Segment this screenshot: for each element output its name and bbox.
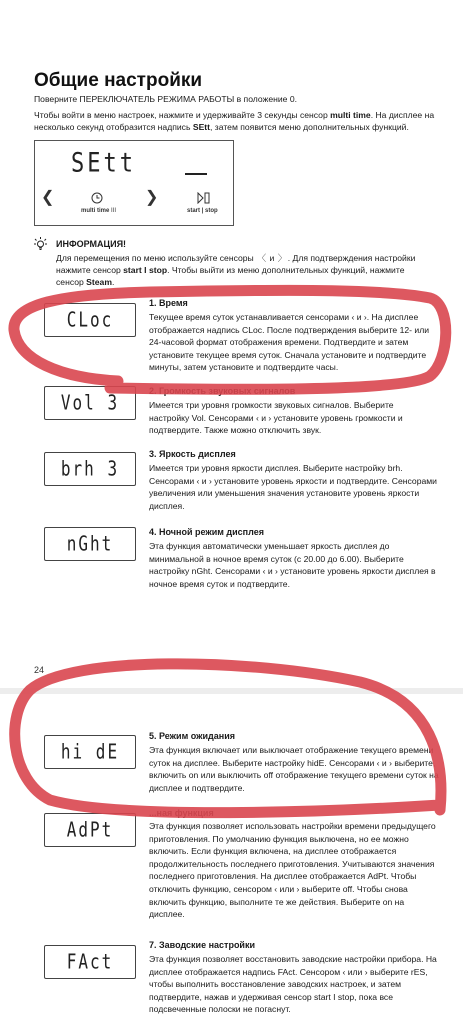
panel-display-dash: [185, 173, 207, 175]
display-hide: hi dE: [44, 735, 136, 769]
page-title: Общие настройки: [34, 70, 203, 91]
section-4-body: Эта функция автоматически уменьшает яркость дисплея до минимальной в ночное время суток (с 20.00 до 6.00). Выберите настройку nGht. Сенсорами ‹ и › установите уровень яркости дисплея в ночное время суток и подтвердите.: [149, 541, 436, 589]
section-5-body: Эта функция включает или выключает отображение текущего времени суток на дисплее. Выберите настройку hidE. Сенсорами ‹ и › выберите, включить on или выключить off отображение текущего времени суток на дисплее и подтвердите.: [149, 745, 439, 793]
section-7-title: 7. Заводские настройки: [149, 940, 256, 950]
chevron-left-icon[interactable]: ❮: [41, 189, 55, 206]
section-2-body: Имеется три уровня громкости звуковых сигналов. Выберите настройку Vol. Сенсорами ‹ и › установите уровень громкости и подтвердите. Также можно отключить звук.: [149, 400, 403, 436]
info-heading: ИНФОРМАЦИЯ!: [56, 239, 127, 249]
display-fact: FAct: [44, 945, 136, 979]
intro-paragraph: Чтобы войти в меню настроек, нажмите и удерживайте 3 секунды сенсор multi time. На дисплее на несколько секунд отобразится надпись SEtt, затем появится меню дополнительных функций.: [34, 110, 435, 132]
section-7-body: Эта функция позволяет восстановить заводские настройки прибора. На дисплее отображается надпись FAct. Сенсором ‹ или › выберите rES, чтобы выполнить восстановление заводских настроек, и затем подтвердите, нажав и удерживая сенсор start I stop, пока все подсвеченные полоски не погаснут.: [149, 954, 437, 1015]
display-brh: brh 3: [44, 452, 136, 486]
section-3-body: Имеется три уровня яркости дисплея. Выберите настройку brh. Сенсорами ‹ и › установите уровень яркости и подтвердите. Сенсорами увеличения или уменьшения значения установите уровень яркости дисплея.: [149, 463, 437, 511]
section-1-body: Текущее время суток устанавливается сенсорами ‹ и ›. На дисплее отображается надпись CLoc. После подтверждения выберите 12- или 24-часовой формат отображения времени. Подтвердите и затем установите текущее время суток. Сначала установите и подтвердите минуты, затем установите и подтвердите часы.: [149, 312, 430, 373]
section-4-title: 4. Ночной режим дисплея: [149, 527, 264, 537]
display-vol: Vol 3: [44, 386, 136, 420]
startstop-label: start | stop: [187, 208, 218, 214]
section-6-body: Эта функция позволяет использовать настройки времени предыдущего приготовления. По умолчанию функция выключена, но ее можно включить. Если функция включена, на дисплее отображается продолжительность последнего приготовления. Учитываются значения последнего приготовления. На дисплее отображается AdPt. Чтобы отключить функцию, сенсором ‹ или › выберите off. Чтобы снова включить функцию, выполните те же действия. Выберите on на дисплее.: [149, 821, 436, 920]
section-2-title: 2. Громкость звуковых сигналов: [149, 386, 296, 396]
info-bulb-icon: [33, 236, 48, 254]
display-cloc: CLoc: [44, 303, 136, 337]
panel-display: SEtt: [71, 148, 136, 179]
display-nght: nGht: [44, 527, 136, 561]
page-divider: [0, 688, 463, 694]
section-5-title: 5. Режим ожидания: [149, 731, 235, 741]
info-text: Для перемещения по меню используйте сенсоры 〈 и 〉. Для подтверждения настройки нажмите сенсор start I stop. Чтобы выйти из меню дополнительных функций, нажмите сенсор Steam.: [56, 253, 416, 287]
section-3-title: 3. Яркость дисплея: [149, 449, 236, 459]
section-1-title: 1. Время: [149, 298, 188, 308]
intro-line: Поверните ПЕРЕКЛЮЧАТЕЛЬ РЕЖИМА РАБОТЫ в положение 0.: [34, 94, 298, 104]
page-number: 24: [34, 665, 45, 675]
multitime-label: multi time III: [81, 208, 117, 214]
control-panel-illustration: [34, 140, 234, 226]
play-stop-icon[interactable]: [197, 191, 211, 209]
chevron-right-icon[interactable]: ❯: [145, 189, 159, 206]
section-6-title: ...ная функция: [149, 808, 214, 818]
display-adpt: AdPt: [44, 813, 136, 847]
clock-icon[interactable]: [91, 191, 103, 209]
